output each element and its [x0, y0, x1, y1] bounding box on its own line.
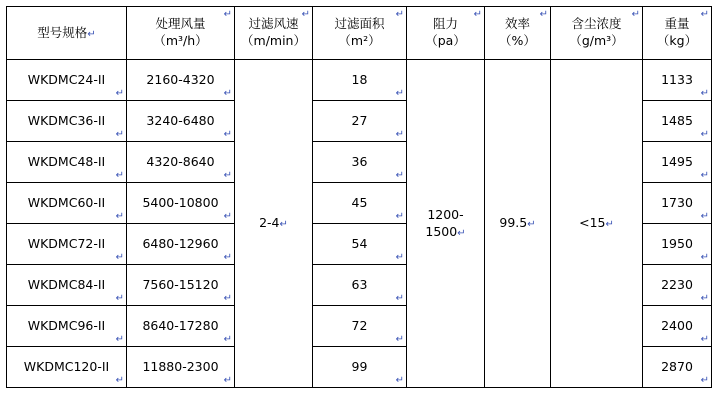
cell-model — [7, 60, 127, 101]
airflow-value: 11880-2300 — [142, 358, 219, 374]
header-weight-unit: （kg） — [656, 33, 698, 48]
model-value: WKDMC36-II — [27, 112, 106, 128]
model-value: WKDMC96-II — [27, 317, 106, 333]
pilcrow-icon: ↵ — [115, 252, 124, 263]
table-row — [7, 60, 712, 101]
pilcrow-icon: ↵ — [115, 293, 124, 304]
cell-weight — [643, 265, 712, 306]
pilcrow-icon: ↵ — [115, 129, 124, 140]
header-filter-area — [313, 7, 407, 60]
pilcrow-icon: ↵ — [395, 334, 404, 345]
header-filter-speed-unit: （m/min） — [241, 33, 306, 48]
weight-value: 1133 — [661, 71, 693, 87]
pilcrow-icon: ↵ — [395, 129, 404, 140]
pilcrow-icon: ↵ — [395, 170, 404, 181]
pilcrow-icon: ↵ — [223, 9, 232, 20]
cell-weight — [643, 142, 712, 183]
model-value: WKDMC120-II — [23, 358, 110, 374]
header-weight-title: 重量 — [664, 16, 690, 32]
header-dust-concentration-title: 含尘浓度 — [571, 16, 622, 32]
efficiency-value: 99.5 — [499, 215, 528, 231]
cell-filter-area — [313, 347, 407, 388]
airflow-value: 4320-8640 — [146, 153, 215, 169]
cell-weight — [643, 60, 712, 101]
model-value: WKDMC72-II — [27, 235, 106, 251]
cell-airflow — [127, 142, 235, 183]
header-filter-area-title: 过滤面积 — [334, 16, 385, 32]
pilcrow-icon: ↵ — [279, 219, 288, 231]
pilcrow-icon: ↵ — [700, 252, 709, 263]
cell-model — [7, 265, 127, 306]
airflow-value: 6480-12960 — [142, 235, 219, 251]
header-resistance-unit: （pa） — [425, 33, 466, 48]
pilcrow-icon: ↵ — [223, 170, 232, 181]
pilcrow-icon: ↵ — [395, 375, 404, 386]
filter-area-value: 45 — [351, 194, 368, 210]
header-airflow-unit: （m³/h） — [153, 33, 208, 48]
filter-speed-value: 2-4 — [259, 215, 280, 231]
header-efficiency — [485, 7, 551, 60]
cell-airflow — [127, 347, 235, 388]
cell-filter-area — [313, 183, 407, 224]
filter-area-value: 36 — [351, 153, 368, 169]
cell-filter-speed-merged — [235, 60, 313, 388]
cell-model — [7, 183, 127, 224]
airflow-value: 5400-10800 — [142, 194, 219, 210]
pilcrow-icon: ↵ — [700, 334, 709, 345]
header-filter-speed — [235, 7, 313, 60]
pilcrow-icon: ↵ — [87, 28, 96, 40]
weight-value: 2400 — [661, 317, 693, 333]
header-filter-area-unit: （m²） — [338, 33, 381, 48]
cell-model — [7, 101, 127, 142]
airflow-value: 7560-15120 — [142, 276, 219, 292]
cell-filter-area — [313, 60, 407, 101]
pilcrow-icon: ↵ — [223, 375, 232, 386]
pilcrow-icon: ↵ — [223, 334, 232, 345]
pilcrow-icon: ↵ — [700, 375, 709, 386]
filter-area-value: 63 — [351, 276, 368, 292]
pilcrow-icon: ↵ — [115, 375, 124, 386]
airflow-value: 2160-4320 — [146, 71, 215, 87]
model-value: WKDMC24-II — [27, 71, 106, 87]
cell-model — [7, 224, 127, 265]
cell-airflow — [127, 306, 235, 347]
pilcrow-icon: ↵ — [395, 252, 404, 263]
pilcrow-icon: ↵ — [395, 211, 404, 222]
pilcrow-icon: ↵ — [115, 170, 124, 181]
filter-area-value: 18 — [351, 71, 368, 87]
header-airflow-title: 处理风量 — [155, 16, 206, 32]
cell-airflow — [127, 224, 235, 265]
cell-filter-area — [313, 306, 407, 347]
cell-filter-area — [313, 101, 407, 142]
header-efficiency-unit: （%） — [499, 33, 536, 48]
airflow-value: 8640-17280 — [142, 317, 219, 333]
weight-value: 1485 — [661, 112, 693, 128]
pilcrow-icon: ↵ — [223, 293, 232, 304]
pilcrow-icon: ↵ — [700, 170, 709, 181]
pilcrow-icon: ↵ — [395, 293, 404, 304]
header-model-title: 型号规格 — [37, 24, 88, 40]
model-value: WKDMC84-II — [27, 276, 106, 292]
header-airflow — [127, 7, 235, 60]
pilcrow-icon: ↵ — [223, 252, 232, 263]
cell-weight — [643, 306, 712, 347]
filter-area-value: 54 — [351, 235, 368, 251]
specification-table — [6, 6, 712, 388]
pilcrow-icon: ↵ — [700, 211, 709, 222]
model-value: WKDMC60-II — [27, 194, 106, 210]
pilcrow-icon: ↵ — [115, 211, 124, 222]
weight-value: 1495 — [661, 153, 693, 169]
cell-efficiency-merged — [485, 60, 551, 388]
header-resistance-title: 阻力 — [432, 16, 458, 32]
cell-model — [7, 306, 127, 347]
pilcrow-icon: ↵ — [539, 9, 548, 20]
table-header-row — [7, 7, 712, 60]
cell-weight — [643, 347, 712, 388]
model-value: WKDMC48-II — [27, 153, 106, 169]
filter-area-value: 72 — [351, 317, 368, 333]
pilcrow-icon: ↵ — [700, 293, 709, 304]
header-weight — [643, 7, 712, 60]
pilcrow-icon: ↵ — [700, 9, 709, 20]
pilcrow-icon: ↵ — [700, 88, 709, 99]
resistance-value: 1200-1500 — [425, 206, 464, 239]
header-dust-concentration — [551, 7, 643, 60]
cell-airflow — [127, 183, 235, 224]
filter-area-value: 99 — [351, 358, 368, 374]
pilcrow-icon: ↵ — [700, 129, 709, 140]
pilcrow-icon: ↵ — [527, 219, 536, 231]
weight-value: 1730 — [661, 194, 693, 210]
filter-area-value: 27 — [351, 112, 368, 128]
weight-value: 2230 — [661, 276, 693, 292]
pilcrow-icon: ↵ — [605, 219, 614, 231]
cell-filter-area — [313, 265, 407, 306]
airflow-value: 3240-6480 — [146, 112, 215, 128]
cell-model — [7, 142, 127, 183]
cell-model — [7, 347, 127, 388]
pilcrow-icon: ↵ — [223, 211, 232, 222]
cell-weight — [643, 183, 712, 224]
header-resistance — [407, 7, 485, 60]
header-dust-concentration-unit: （g/m³） — [569, 33, 624, 48]
cell-airflow — [127, 60, 235, 101]
dust-concentration-value: <15 — [579, 215, 606, 231]
header-model — [7, 7, 127, 60]
cell-airflow — [127, 101, 235, 142]
pilcrow-icon: ↵ — [631, 9, 640, 20]
weight-value: 1950 — [661, 235, 693, 251]
cell-airflow — [127, 265, 235, 306]
pilcrow-icon: ↵ — [473, 9, 482, 20]
header-filter-speed-title: 过滤风速 — [248, 16, 299, 32]
cell-weight — [643, 224, 712, 265]
pilcrow-icon: ↵ — [115, 88, 124, 99]
cell-resistance-merged — [407, 60, 485, 388]
cell-filter-area — [313, 224, 407, 265]
pilcrow-icon: ↵ — [395, 88, 404, 99]
weight-value: 2870 — [661, 358, 693, 374]
header-efficiency-title: 效率 — [504, 16, 530, 32]
pilcrow-icon: ↵ — [301, 9, 310, 20]
cell-weight — [643, 101, 712, 142]
pilcrow-icon: ↵ — [223, 88, 232, 99]
pilcrow-icon: ↵ — [115, 334, 124, 345]
pilcrow-icon: ↵ — [395, 9, 404, 20]
cell-dust-concentration-merged — [551, 60, 643, 388]
cell-filter-area — [313, 142, 407, 183]
pilcrow-icon: ↵ — [223, 129, 232, 140]
pilcrow-icon: ↵ — [457, 227, 466, 239]
